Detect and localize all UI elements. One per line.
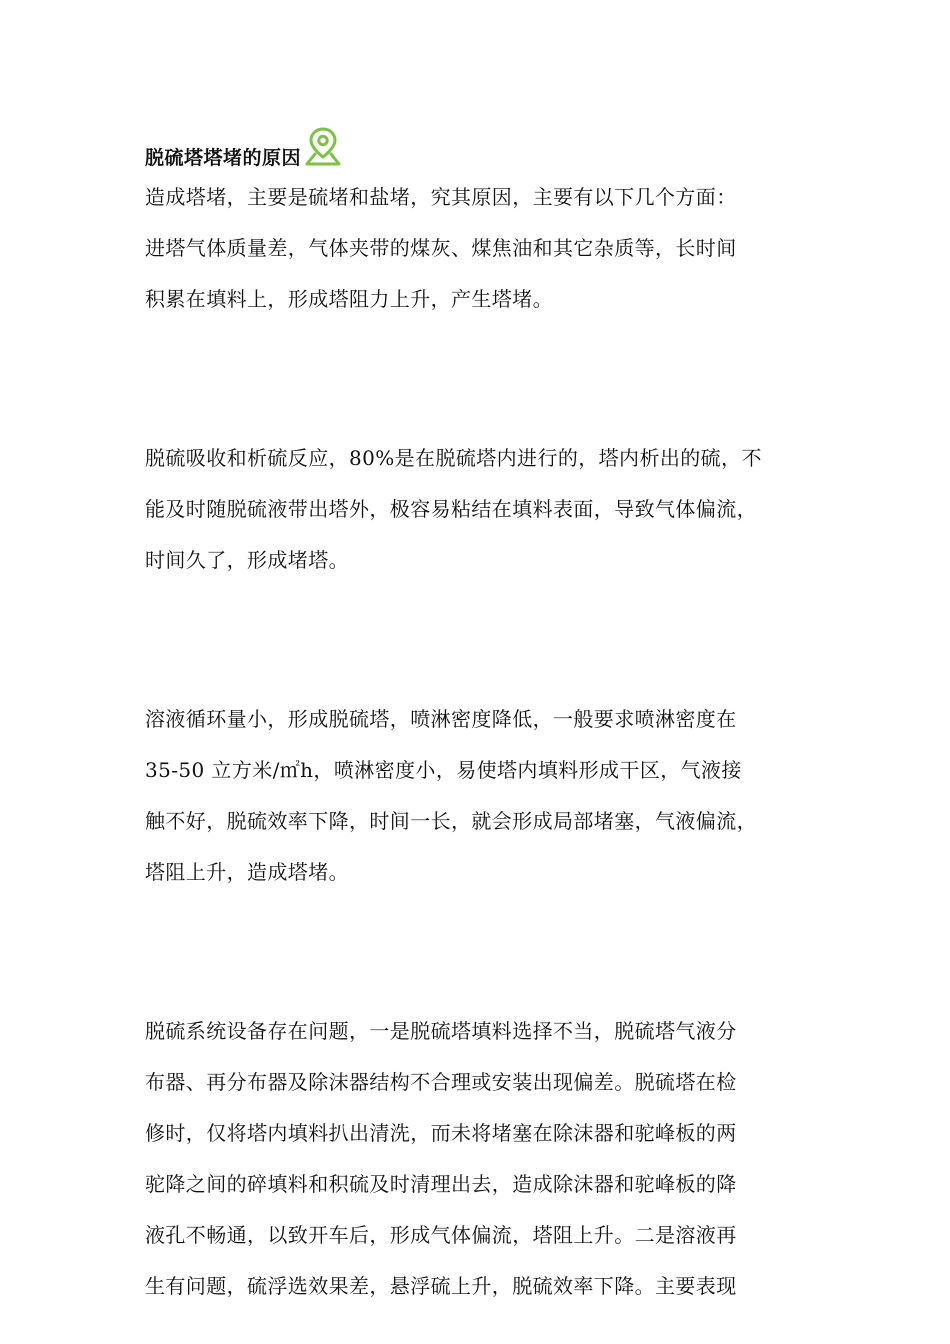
- paragraph-gap: [145, 325, 810, 433]
- paragraph-sulfur-precipitation: [145, 433, 810, 586]
- title-row: [145, 122, 810, 170]
- document-title: 脱硫塔塔堵的原因: [145, 147, 302, 169]
- paragraph-gap: [145, 898, 810, 1006]
- text-line: 液孔不畅通，以致开车后，形成气体偏流，塔阻上升。二是溶液再: [145, 1223, 737, 1247]
- text-line: 脱硫吸收和析硫反应，80%是在脱硫塔内进行的，塔内析出的硫，不: [145, 446, 762, 470]
- paragraph-circulation-volume: [145, 694, 810, 898]
- text-line: 生有问题，硫浮选效果差，悬浮硫上升，脱硫效率下降。主要表现: [145, 1274, 737, 1298]
- text-line: 脱硫系统设备存在问题，一是脱硫塔填料选择不当，脱硫塔气液分: [145, 1019, 737, 1043]
- paragraph-equipment-problems: [145, 1006, 810, 1312]
- location-pin-icon: [303, 126, 349, 168]
- text-line: 积累在填料上，形成塔阻力上升，产生塔堵。: [145, 287, 553, 311]
- text-line: 进塔气体质量差，气体夹带的煤灰、煤焦油和其它杂质等，长时间: [145, 236, 737, 260]
- text-line: 布器、再分布器及除沫器结构不合理或安装出现偏差。脱硫塔在检: [145, 1070, 737, 1094]
- text-line: 溶液循环量小，形成脱硫塔，喷淋密度降低，一般要求喷淋密度在: [145, 707, 737, 731]
- text-line: 驼降之间的碎填料和积硫及时清理出去，造成除沫器和驼峰板的降: [145, 1172, 737, 1196]
- text-line: 造成塔堵，主要是硫堵和盐堵，究其原因，主要有以下几个方面：: [145, 185, 737, 209]
- text-line: 时间久了，形成堵塔。: [145, 548, 349, 572]
- text-line: 能及时随脱硫液带出塔外，极容易粘结在填料表面，导致气体偏流，: [145, 497, 757, 521]
- text-line: 塔阻上升，造成塔堵。: [145, 860, 349, 884]
- text-line: 触不好，脱硫效率下降，时间一长，就会形成局部堵塞，气液偏流，: [145, 809, 757, 833]
- text-line: 35-50 立方米/㎡h，喷淋密度小，易使塔内填料形成干区，气液接: [145, 758, 742, 782]
- text-line: 修时，仅将塔内填料扒出清洗，而未将堵塞在除沫器和驼峰板的两: [145, 1121, 737, 1145]
- paragraph-gap: [145, 586, 810, 694]
- document-body: [145, 122, 810, 1312]
- paragraph-causes-intro: [145, 172, 810, 325]
